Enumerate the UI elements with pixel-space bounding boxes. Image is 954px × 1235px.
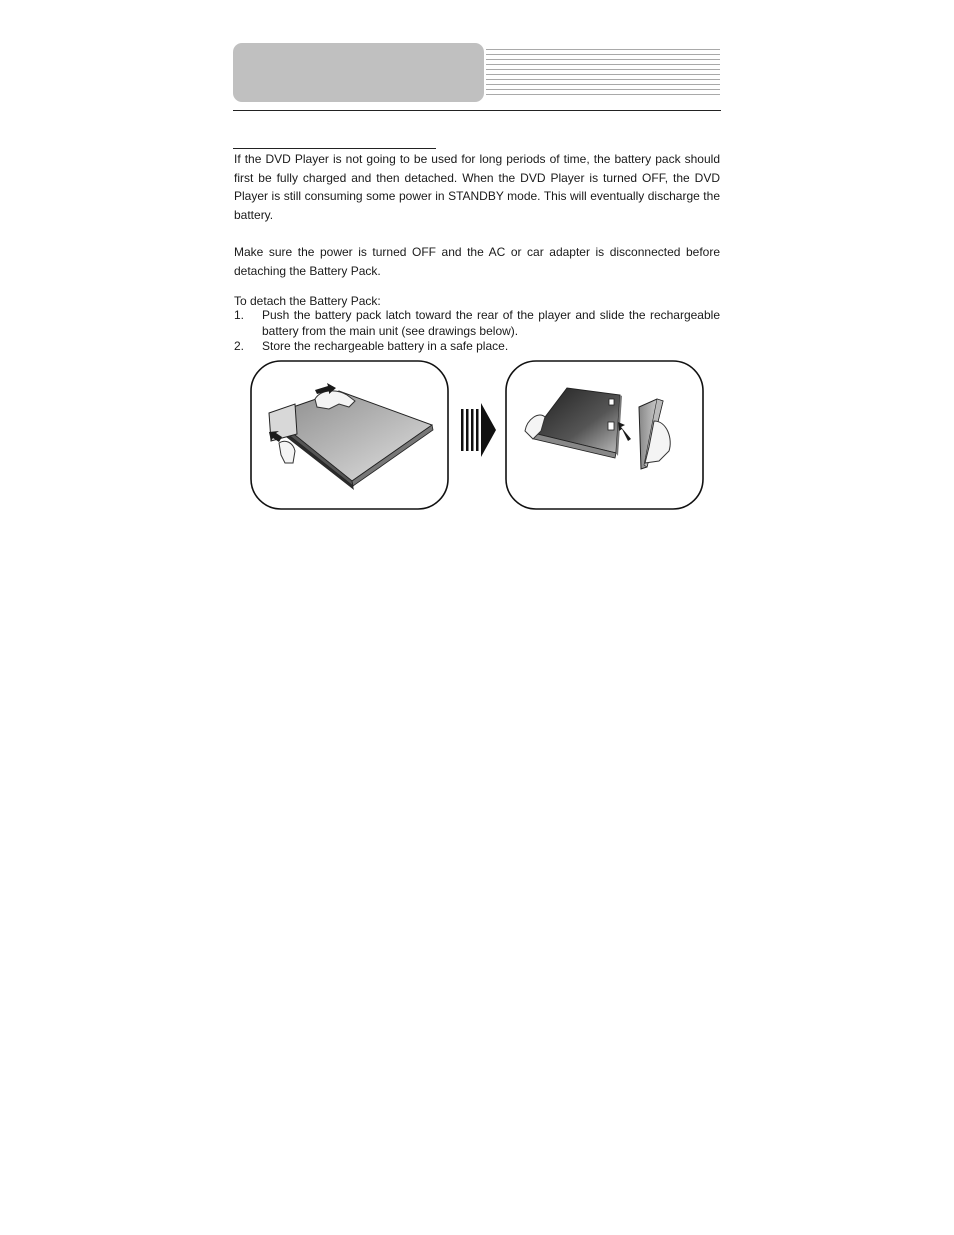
header-tab <box>233 43 484 102</box>
step-text: Push the battery pack latch toward the rear of the player and slide the rechargeable battery from the main unit (see drawings below). <box>262 308 720 338</box>
step-number: 1. <box>234 308 245 322</box>
steps-list <box>234 308 720 355</box>
battery-removed-drawing <box>506 361 703 509</box>
storage-paragraph: If the DVD Player is not going to be used for long periods of time, the battery pack should first be fully charged and then detached. When the DVD Player is turned OFF, the DVD Player is still consuming some power in STANDBY mode. This will eventually discharge the battery. <box>234 152 720 223</box>
header-rule <box>233 110 721 111</box>
list-item <box>234 308 720 339</box>
step-text: Store the rechargeable battery in a safe place. <box>262 339 509 354</box>
section-title-rule <box>233 148 436 149</box>
battery-detach-illustration <box>249 359 706 512</box>
arrow-right-icon <box>461 403 496 457</box>
latch-push-drawing <box>251 361 448 509</box>
header-stripes <box>486 49 720 95</box>
instructions-intro: To detach the Battery Pack: <box>234 294 381 308</box>
step-number: 2. <box>234 339 245 354</box>
list-item <box>234 339 720 355</box>
safety-paragraph: Make sure the power is turned OFF and the AC or car adapter is disconnected before detaching the Battery Pack. <box>234 245 720 278</box>
